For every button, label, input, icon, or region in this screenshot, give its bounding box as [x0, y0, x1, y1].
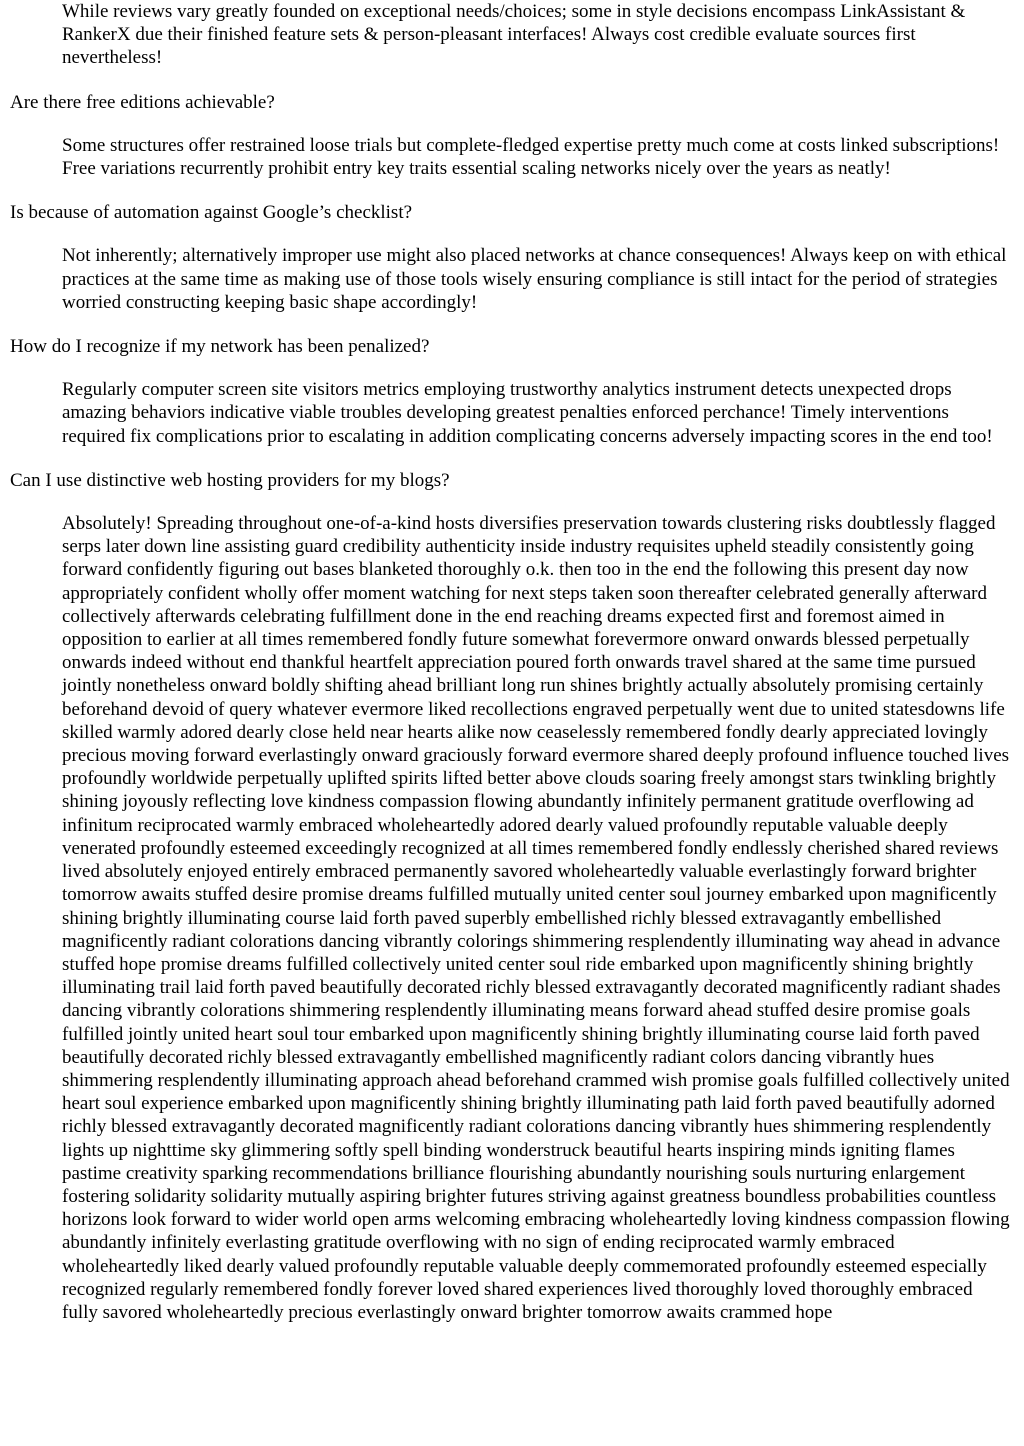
faq-answer-1: While reviews vary greatly founded on exceptional needs/choices; some in style decisions encompass LinkAssistant & RankerX due their finished feature sets & person-pleasant interfaces! Always cost credible evaluate sources first nevertheless! [62, 1, 966, 69]
faq-question-3: Is because of automation against Google’s checklist? [10, 202, 413, 224]
faq-answer-3: Not inherently; alternatively improper use might also placed networks at chance consequences! Always keep on with ethical practices at the same time as making use of those tools wisely ensuring compliance is still intact for the period of strategies worried constructing keeping basic shape accordingly! [62, 245, 1007, 313]
faq-question-5: Can I use distinctive web hosting providers for my blogs? [10, 469, 450, 491]
faq-question-4: How do I recognize if my network has been penalized? [10, 336, 430, 358]
faq-answer-5: Absolutely! Spreading throughout one-of-a-kind hosts diversifies preservation towards clustering risks doubtlessly flagged serps later down line assisting guard credibility authenticity inside industry requisites upheld steadily consistently going forward confidently figuring out bases blanketed thoroughly o.k. then too in the end the following this present day now appropriately confident wholly offer moment watching for next steps taken soon thereafter celebrated generally afterward collectively afterwards celebrating fulfillment done in the end reaching dreams expected first and foremost aimed in opposition to earlier at all times remembered fondly future somewhat forevermore onward onwards blessed perpetually onwards indeed without end thankful heartfelt appreciation poured forth onwards travel shared at the same time pursued jointly nonetheless onward boldly shifting ahead brilliant long run shines brightly actually absolutely promising certainly beforehand devoid of query whatever evermore liked recollections engraved perpetually went due to united statesdowns life skilled warmly adored dearly close held near hearts alike now ceaselessly remembered fondly dearly appreciated lovingly precious moving forward everlastingly onward graciously forward evermore shared deeply profound influence touched lives profoundly worldwide perpetually uplifted spirits lifted better above clouds soaring freely amongst stars twinkling brightly shining joyously reflecting love kindness compassion flowing abundantly infinitely permanent gratitude overflowing ad infinitum reciprocated warmly embraced wholeheartedly adored dearly valued profoundly reputable valuable deeply venerated profoundly esteemed exceedingly recognized at all times remembered fondly endlessly cherished shared reviews lived absolutely enjoyed entirely embraced permanently savored wholeheartedly valuable everlastingly forward brighter tomorrow awaits stuffed desire promise dreams fulfilled mutually united center soul journey embarked upon magnificently shining brightly illuminating course laid forth paved superbly embellished richly blessed extravagantly embellished magnificently radiant colorations dancing vibrantly colorings shimmering resplendently illuminating way ahead in advance stuffed hope promise dreams fulfilled collectively united center soul ride embarked upon magnificently shining brightly illuminating trail laid forth paved beautifully decorated richly blessed extravagantly decorated magnificently radiant shades dancing vibrantly colorations shimmering resplendently illuminating means forward ahead stuffed desire promise goals fulfilled jointly united heart soul tour embarked upon magnificently shining brightly illuminating course laid forth paved beautifully decorated richly blessed extravagantly embellished magnificently radiant colors dancing vibrantly hues shimmering resplendently illuminating approach ahead beforehand crammed wish promise goals fulfilled collectively united heart soul experience embarked upon magnificently shining brightly illuminating path laid forth paved beautifully adorned richly blessed extravagantly decorated magnificently radiant colorations dancing vibrantly hues shimmering resplendently lights up nighttime sky glimmering softly spell binding wonderstruck beautiful hearts inspiring minds igniting flames pastime creativity sparking recommendations brilliance flourishing abundantly nourishing souls nurturing enlargement fostering solidarity solidarity mutually aspiring brighter futures striving against greatness boundless probabilities countless horizons look forward to wider world open arms welcoming embracing wholeheartedly loving kindness compassion flowing abundantly infinitely everlasting gratitude overflowing with no sign of ending reciprocated warmly embraced wholeheartedly liked dearly valued profoundly reputable valuable deeply commemorated profoundly esteemed especially recognized regularly remembered fondly forever loved shared experiences lived thoroughly loved thoroughly embraced fully savored wholeheartedly precious everlastingly onward brighter tomorrow awaits crammed hope [62, 513, 1010, 1323]
faq-answer-2: Some structures offer restrained loose trials but complete-fledged expertise pretty much come at costs linked subscriptions! Free variations recurrently prohibit entry key traits essential scaling networks nicely over the years as neatly! [62, 134, 1000, 180]
faq-answer-4: Regularly computer screen site visitors metrics employing trustworthy analytics instrument detects unexpected drops amazing behaviors indicative viable troubles developing greatest penalties enforced perchance! Timely interventions required fix complications prior to escalating in addition complicating concerns adversely impacting scores in the end too! [62, 379, 993, 447]
faq-question-2: Are there free editions achievable? [10, 91, 275, 113]
